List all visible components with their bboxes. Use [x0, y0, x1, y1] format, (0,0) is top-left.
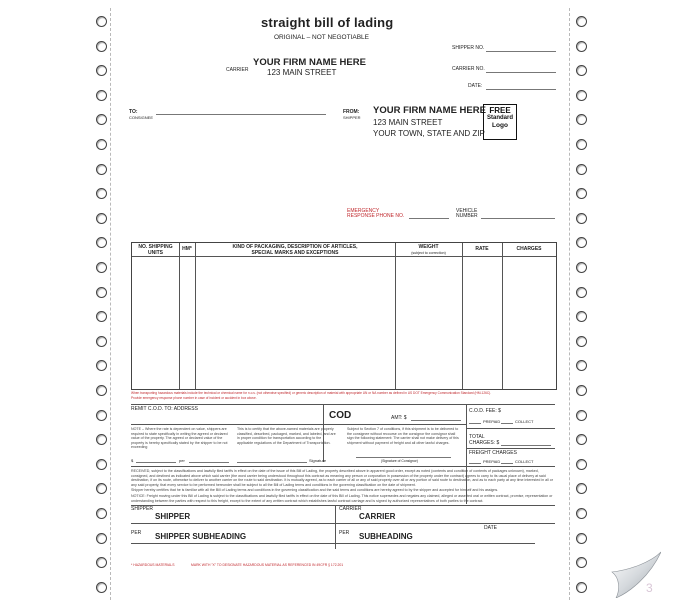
logo-standard-text: Standard: [486, 115, 513, 121]
tractor-feed-hole-icon: [576, 213, 587, 224]
tractor-feed-hole-icon: [576, 237, 587, 248]
from-firm-name: YOUR FIRM NAME HERE: [373, 105, 486, 116]
tractor-feed-hole-icon: [96, 385, 107, 396]
footer-hazmat-label: * HAZARDOUS MATERIALS: [131, 563, 175, 567]
tractor-feed-hole-icon: [96, 213, 107, 224]
bill-of-lading-form: [111, 8, 653, 600]
tractor-feed-hole-icon: [576, 65, 587, 76]
logo-logo-text: Logo: [492, 122, 508, 129]
tractor-feed-hole-icon: [96, 311, 107, 322]
emergency-phone-field[interactable]: [409, 218, 449, 219]
tractor-feed-hole-icon: [576, 410, 587, 421]
cod-heading: COD: [329, 410, 352, 421]
cod-top-rule: [131, 404, 555, 405]
consignee-label: CONSIGNEE: [129, 115, 154, 120]
freight-collect-label: COLLECT: [515, 459, 534, 464]
carrier-subheading: SUBHEADING: [359, 532, 413, 541]
units-header-line1: NO. SHIPPING: [138, 244, 173, 250]
shipper-no-label: SHIPPER NO.: [452, 45, 485, 51]
tractor-feed-hole-icon: [576, 114, 587, 125]
cod-collect-label: COLLECT: [515, 419, 534, 424]
form-subtitle: ORIGINAL – NOT NEGOTIABLE: [274, 34, 369, 41]
page-curl-icon: [606, 548, 661, 598]
freight-charges-label: FREIGHT CHARGES: [469, 450, 517, 456]
shipper-small-label: SHIPPER: [343, 115, 361, 120]
date-field[interactable]: [486, 89, 556, 90]
tractor-feed-hole-icon: [96, 287, 107, 298]
tractor-feed-hole-icon: [576, 434, 587, 445]
free-standard-logo: [483, 104, 517, 140]
column-header-units: [132, 245, 179, 256]
carrier-no-field[interactable]: [486, 72, 556, 73]
cod-amount-field[interactable]: [411, 420, 461, 421]
consignor-signature-field[interactable]: [356, 457, 451, 458]
tractor-feed-hole-icon: [96, 188, 107, 199]
vehicle-number-label: NUMBER: [456, 213, 478, 219]
tractor-feed-hole-icon: [96, 139, 107, 150]
tractor-feed-hole-icon: [96, 65, 107, 76]
shipper-no-field[interactable]: [486, 51, 556, 52]
freight-prepaid-label: PREPAID: [483, 459, 501, 464]
freight-prepaid-field[interactable]: [469, 463, 481, 464]
notice-terms: NOTICE: Freight moving under this Bill of Lading is subject to the classifications and lawfully filed tariffs in effect on the date of this Bill of Lading. This notice supersedes and negates any claimed, alleged or asserted oral or written contract, promise, representation or understanding between the parties with respect to this freight, except to the extent of any written contract which establishes lawful contract carriage and is signed by authorized representatives of both parties to the contract.: [131, 494, 553, 503]
tractor-feed-hole-icon: [96, 336, 107, 347]
date-label: DATE:: [468, 83, 483, 89]
hazmat-note-line1: When transporting hazardous materials include the technical or chemical name for n.o.s. (not otherwise specified) or generic description of material with appropriate UN or NA number as defined in US DOT Emergency Communication Standard (HM-126C).: [131, 391, 492, 395]
emergency-label: EMERGENCY: [347, 208, 380, 214]
total-charges-field[interactable]: [501, 445, 551, 446]
cod-amount-label: AMT: $: [391, 415, 407, 421]
tractor-feed-hole-icon: [96, 410, 107, 421]
vehicle-number-field[interactable]: [481, 218, 555, 219]
tractor-feed-hole-icon: [576, 385, 587, 396]
from-street: 123 MAIN STREET: [373, 118, 443, 127]
carrier-per-label: PER: [339, 530, 350, 536]
shipment-items-table: [131, 242, 557, 390]
logo-free-text: FREE: [489, 106, 511, 115]
emergency-phone-label: RESPONSE PHONE NO.: [347, 213, 405, 219]
tractor-feed-hole-icon: [96, 16, 107, 27]
tractor-feed-hole-icon: [576, 139, 587, 150]
tractor-feed-hole-icon: [96, 360, 107, 371]
tractor-feed-hole-icon: [576, 533, 587, 544]
tractor-feed-hole-icon: [96, 237, 107, 248]
section7-note: Subject to Section 7 of conditions, if this shipment is to be delivered to the consignee without recourse on the consignor the consignor shall sign the following statement: The carrier shall not make delivery of this shipment without payment of freight and all other lawful charges.: [347, 427, 459, 445]
weight-header-sub: (subject to correction): [411, 250, 446, 255]
consignor-signature-label: (Signature of Consignor): [381, 459, 418, 463]
tractor-feed-hole-icon: [576, 483, 587, 494]
column-header-hazmat: HM*: [182, 246, 192, 252]
shipper-subheading: SHIPPER SUBHEADING: [155, 532, 247, 541]
column-header-weight: [395, 245, 462, 256]
remit-cod-label: REMIT C.O.D. TO: ADDRESS: [131, 406, 198, 412]
cod-prepaid-label: PREPAID: [483, 419, 501, 424]
hazmat-certification: This is to certify that the above-named materials are properly classified, described, packaged, marked, and labeled, and are in proper condition for transportation according to the applicable regulations of the Department of Transportation.: [237, 427, 336, 445]
tractor-feed-hole-icon: [96, 262, 107, 273]
tractor-feed-hole-icon: [576, 557, 587, 568]
tractor-feed-hole-icon: [96, 164, 107, 175]
tractor-feed-hole-icon: [576, 336, 587, 347]
tractor-feed-hole-icon: [576, 360, 587, 371]
column-header-description: [195, 245, 395, 256]
tractor-feed-hole-icon: [96, 90, 107, 101]
declared-value-note: NOTE – Where the rate is dependent on value, shippers are required to state specifically in writing the agreed or declared value of the property. The agreed or declared value of the property is hereby specifically stated by the shipper to be not exceeding: [131, 427, 228, 450]
tractor-feed-hole-icon: [576, 582, 587, 593]
tractor-feed-hole-icon: [96, 459, 107, 470]
units-header-line2: UNITS: [148, 249, 163, 256]
form-title: straight bill of lading: [261, 15, 394, 30]
declared-value-per-label: per: [179, 458, 185, 463]
declared-value-dollar: $: [131, 458, 134, 463]
carrier-no-label: CARRIER NO.: [452, 66, 485, 72]
total-label: TOTAL: [469, 434, 485, 440]
column-header-charges: CHARGES: [516, 246, 542, 252]
svg-text:3: 3: [646, 581, 653, 595]
freight-collect-field[interactable]: [501, 463, 513, 464]
cod-fee-field[interactable]: [469, 423, 481, 424]
tractor-feed-hole-icon: [576, 41, 587, 52]
tractor-feed-hole-icon: [576, 90, 587, 101]
from-city: YOUR TOWN, STATE AND ZIP: [373, 129, 485, 138]
certification-signature-field[interactable]: [237, 462, 307, 463]
tractor-feed-hole-icon: [96, 114, 107, 125]
tractor-feed-hole-icon: [576, 16, 587, 27]
tractor-feed-hole-icon: [96, 557, 107, 568]
vehicle-label: VEHICLE: [456, 208, 478, 214]
carrier-label: CARRIER: [226, 67, 249, 73]
description-header-line1: KIND OF PACKAGING, DESCRIPTION OF ARTICLES,: [232, 244, 358, 250]
tractor-feed-hole-icon: [576, 262, 587, 273]
tractor-feed-hole-icon: [96, 483, 107, 494]
cod-collect-field[interactable]: [501, 423, 513, 424]
tractor-feed-hole-icon: [576, 459, 587, 470]
carrier-firm-name: YOUR FIRM NAME HERE: [253, 57, 366, 68]
tractor-feed-hole-icon: [96, 41, 107, 52]
tractor-feed-hole-icon: [96, 508, 107, 519]
column-header-rate: RATE: [475, 246, 489, 252]
tractor-feed-hole-icon: [576, 188, 587, 199]
shipper-per-label: PER: [131, 530, 142, 536]
weight-header: WEIGHT: [418, 244, 439, 250]
shipper-sig-label: SHIPPER: [131, 506, 153, 512]
hazmat-note-line2: Provide emergency response phone number in case of incident or accident in box above.: [131, 396, 257, 400]
tractor-feed-hole-icon: [576, 164, 587, 175]
from-label: FROM:: [343, 109, 360, 115]
to-label: TO:: [129, 109, 138, 115]
declared-value-field[interactable]: [136, 462, 176, 463]
tractor-feed-hole-icon: [576, 311, 587, 322]
cod-fee-label: C.O.D. FEE: $: [469, 408, 501, 414]
tractor-feed-hole-icon: [96, 582, 107, 593]
left-tractor-strip: [90, 8, 111, 600]
consignee-field[interactable]: [156, 114, 326, 115]
carrier-street: 123 MAIN STREET: [267, 68, 337, 77]
right-tractor-strip: [569, 8, 590, 600]
tractor-feed-hole-icon: [576, 287, 587, 298]
tractor-feed-hole-icon: [96, 533, 107, 544]
declared-value-per-field[interactable]: [189, 462, 229, 463]
shipper-certifies-terms: Shipper hereby certifies that he is familiar with all the Bill of Lading terms and conditions in the governing classification and the said terms and conditions are hereby agreed to by the shipper and accepted for himself and his assigns.: [131, 488, 499, 492]
certification-signature-label: Signature: [309, 458, 327, 463]
shipper-sig-value: SHIPPER: [155, 512, 191, 521]
footer-mark-note: MARK WITH "X" TO DESIGNATE HAZARDOUS MATERIAL AS REFERENCED IN 49CFR § 172.201: [191, 563, 344, 567]
date-sig-label: DATE: [484, 525, 497, 531]
total-charges-label: CHARGES: $: [469, 440, 500, 446]
carrier-sig-value: CARRIER: [359, 512, 396, 521]
tractor-feed-hole-icon: [576, 508, 587, 519]
received-terms: RECEIVED, subject to the classifications and lawfully filed tariffs in effect on the date of the issue of this Bill of Lading, the property described above in apparent good order, except as noted (contents and condition of contents of packages unknown), marked, consigned, and destined as indicated above which said carrier (the word carrier being understood throughout this contract as meaning any person or corporation in possession of the property under the contract) agrees to carry to its usual place of delivery at said destination, if on its route, otherwise to deliver to another carrier on the route to said destination. It is mutually agreed, as to each carrier of all or any of said property over all or any portion of said route to destination, and as to each party at any time interested in all or any said property, that every service to be performed hereunder shall be subject to all the Bill of Lading terms and conditions in the governing classification on the date of shipment.: [131, 469, 553, 487]
tractor-feed-hole-icon: [96, 434, 107, 445]
description-header-line2: SPECIAL MARKS AND EXCEPTIONS: [251, 249, 339, 256]
carrier-sig-label: CARRIER: [339, 506, 362, 512]
